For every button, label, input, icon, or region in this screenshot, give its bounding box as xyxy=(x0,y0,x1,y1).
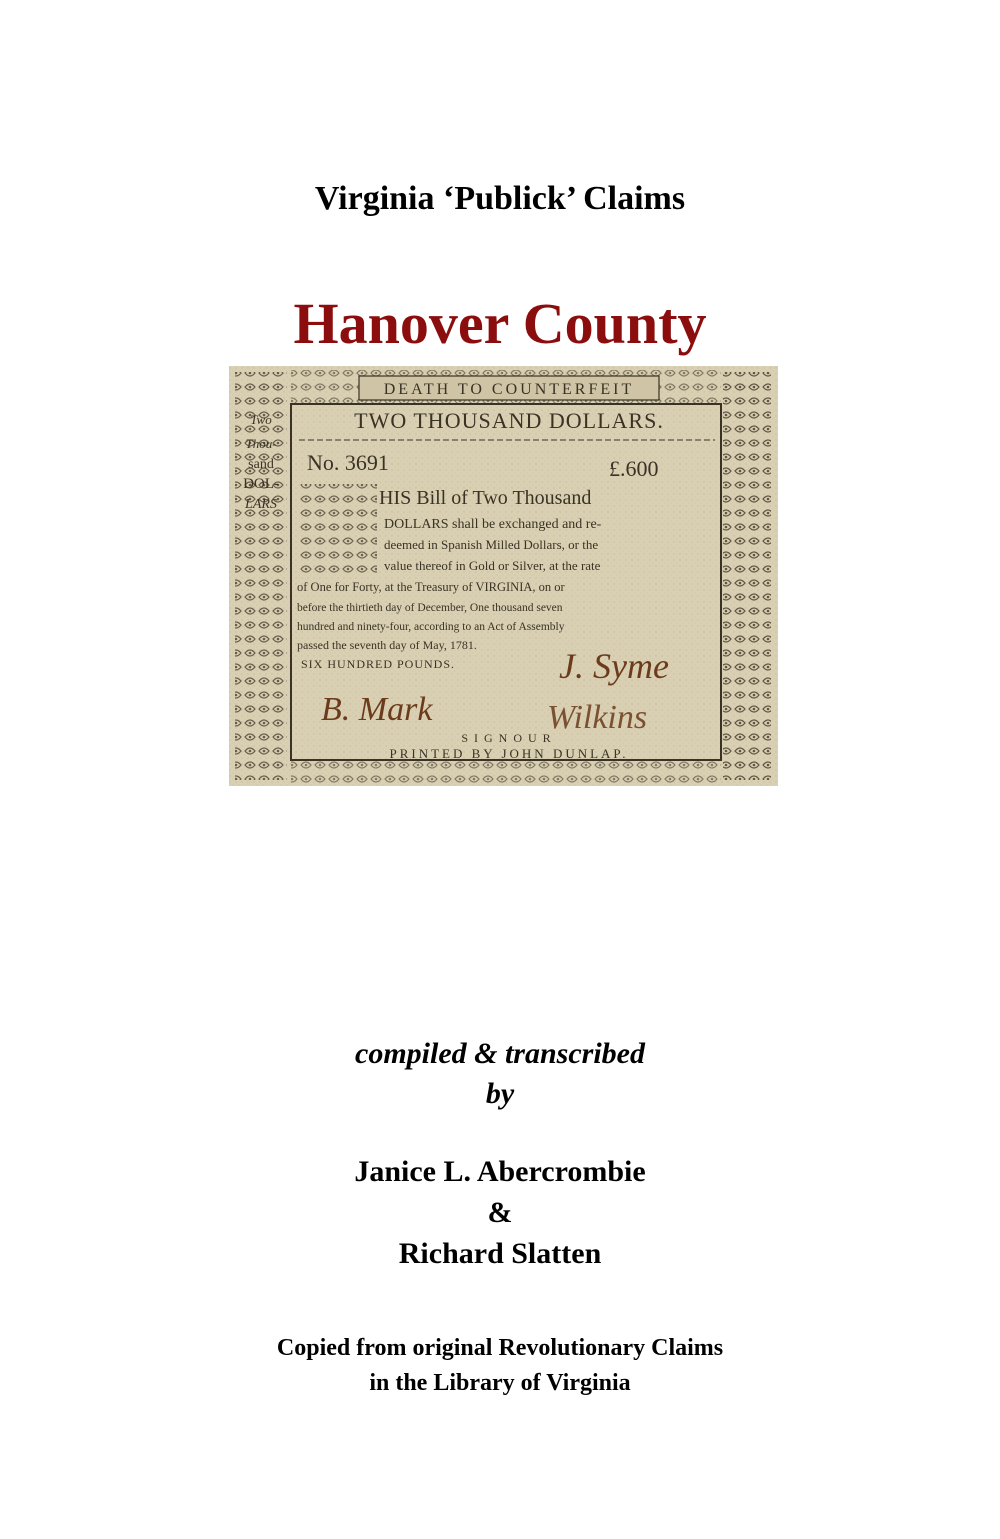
source-line-1: Copied from original Revolutionary Claims xyxy=(276,1335,724,1361)
body-line-3: value thereof in Gold or Silver, at the rate xyxy=(384,558,601,573)
signature-right-top: J. Syme xyxy=(559,646,669,686)
side-text-0: Two xyxy=(250,412,272,427)
series-title: Virginia ‘Publick’ Claims xyxy=(314,180,686,217)
note-banner: DEATH TO COUNTERFEIT xyxy=(383,381,635,398)
right-border xyxy=(723,372,771,780)
signature-left: B. Mark xyxy=(321,691,433,728)
county-title: Hanover County xyxy=(293,291,707,356)
body-line-6: hundred and ninety-four, according to an Act of Assembly xyxy=(297,621,565,633)
printer-line: PRINTED BY JOHN DUNLAP. xyxy=(389,746,629,761)
side-text-4: LARS xyxy=(245,497,277,512)
bottom-border xyxy=(291,761,721,783)
amount-words: SIX HUNDRED POUNDS. xyxy=(301,657,456,671)
body-line-7: passed the seventh day of May, 1781. xyxy=(297,638,477,652)
note-number: No. 3691 xyxy=(307,450,389,475)
ornament-column xyxy=(299,484,377,574)
signature-right-bottom: Wilkins xyxy=(547,699,648,736)
author-2: Richard Slatten xyxy=(398,1237,602,1270)
body-line-5: before the thirtieth day of December, One thousand seven xyxy=(297,602,563,614)
body-line-1: DOLLARS shall be exchanged and re- xyxy=(384,517,602,532)
body-line-4: of One for Forty, at the Treasury of VIRGINIA, on or xyxy=(297,580,565,594)
note-heading: TWO THOUSAND DOLLARS. xyxy=(354,408,664,433)
note-value: £.600 xyxy=(609,456,659,481)
side-text-1: Thou- xyxy=(245,436,277,451)
footer-pattern: SIGNOUR xyxy=(461,731,557,745)
credit-line-2: by xyxy=(485,1077,515,1110)
body-line-2: deemed in Spanish Milled Dollars, or the xyxy=(384,537,599,552)
side-text-3: DOL- xyxy=(243,476,279,492)
left-border xyxy=(235,372,287,780)
banknote-image xyxy=(229,366,778,786)
author-joiner: & xyxy=(487,1196,513,1229)
side-text-2: sand xyxy=(248,457,274,472)
credit-line-1: compiled & transcribed xyxy=(355,1037,645,1070)
body-line-0: HIS Bill of Two Thousand xyxy=(379,487,592,509)
author-1: Janice L. Abercrombie xyxy=(354,1155,646,1188)
source-line-2: in the Library of Virginia xyxy=(369,1370,631,1396)
